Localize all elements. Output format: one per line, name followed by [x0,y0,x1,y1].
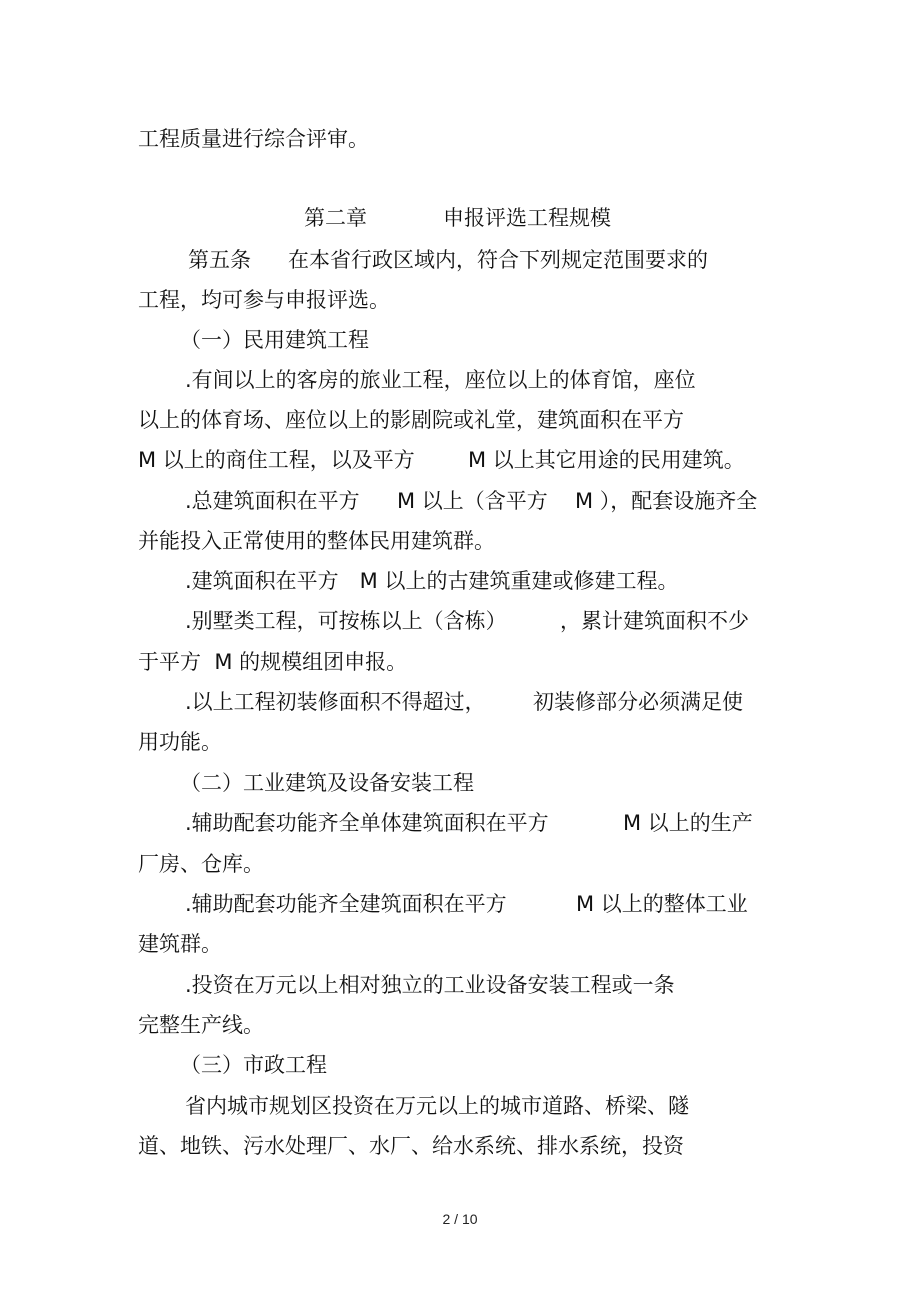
s1-item5-line1b: 初装修部分必须满足使 [533,690,743,714]
chapter-title: 申报评选工程规模 [443,206,611,230]
s3-para-line2: 道、地铁、污水处理厂、水厂、给水系统、排水系统，投资 [138,1134,684,1158]
page-number: 2 / 10 [442,1211,478,1227]
s1-item5-line1a: .以上工程初装修面积不得超过， [185,690,486,714]
chapter-number: 第二章 [304,206,367,230]
s1-item2-line1c: M ），配套设施齐全 [575,489,758,513]
s1-item4-line2: 于平方 M 的规模组团申报。 [138,650,408,674]
section-2-heading: （二）工业建筑及设备安装工程 [180,771,474,795]
s3-para-line1: 省内城市规划区投资在万元以上的城市道路、桥梁、隧 [185,1094,689,1118]
s1-item4-line1a: .别墅类工程，可按栋以上（含栋） [185,609,507,633]
s2-item2-line2: 建筑群。 [138,932,222,956]
intro-tail-line: 工程质量进行综合评审。 [138,127,369,151]
s1-item5-line2: 用功能。 [138,730,222,754]
s1-item1-line1: .有间以上的客房的旅业工程，座位以上的体育馆，座位 [185,368,696,392]
s1-item1-line3a: M 以上的商住工程，以及平方 [138,448,415,472]
s2-item2-line1a: .辅助配套功能齐全建筑面积在平方 [185,892,507,916]
article-5-line2: 工程，均可参与申报评选。 [138,288,390,312]
section-1-heading: （一）民用建筑工程 [180,328,369,352]
s2-item3-line2: 完整生产线。 [138,1013,264,1037]
s1-item1-line2: 以上的体育场、座位以上的影剧院或礼堂，建筑面积在平方 [138,408,684,432]
article-5-line1: 在本省行政区域内，符合下列规定范围要求的 [288,248,708,272]
s1-item2-line2: 并能投入正常使用的整体民用建筑群。 [138,529,495,553]
s2-item3-line1: .投资在万元以上相对独立的工业设备安装工程或一条 [185,973,675,997]
s1-item3-line1: .建筑面积在平方 M 以上的古建筑重建或修建工程。 [185,569,679,593]
s1-item1-line3b: M 以上其它用途的民用建筑。 [468,448,745,472]
s1-item2-line1a: .总建筑面积在平方 [185,489,360,513]
s2-item2-line1b: M 以上的整体工业 [576,892,748,916]
s2-item1-line1b: M 以上的生产 [623,811,753,835]
article-5-label: 第五条 [188,248,251,272]
s1-item2-line1b: M 以上（含平方 [397,489,548,513]
section-3-heading: （三）市政工程 [180,1053,327,1077]
s2-item1-line2: 厂房、仓库。 [138,852,264,876]
s1-item4-line1b: ，累计建筑面积不少 [560,609,749,633]
s2-item1-line1a: .辅助配套功能齐全单体建筑面积在平方 [185,811,549,835]
